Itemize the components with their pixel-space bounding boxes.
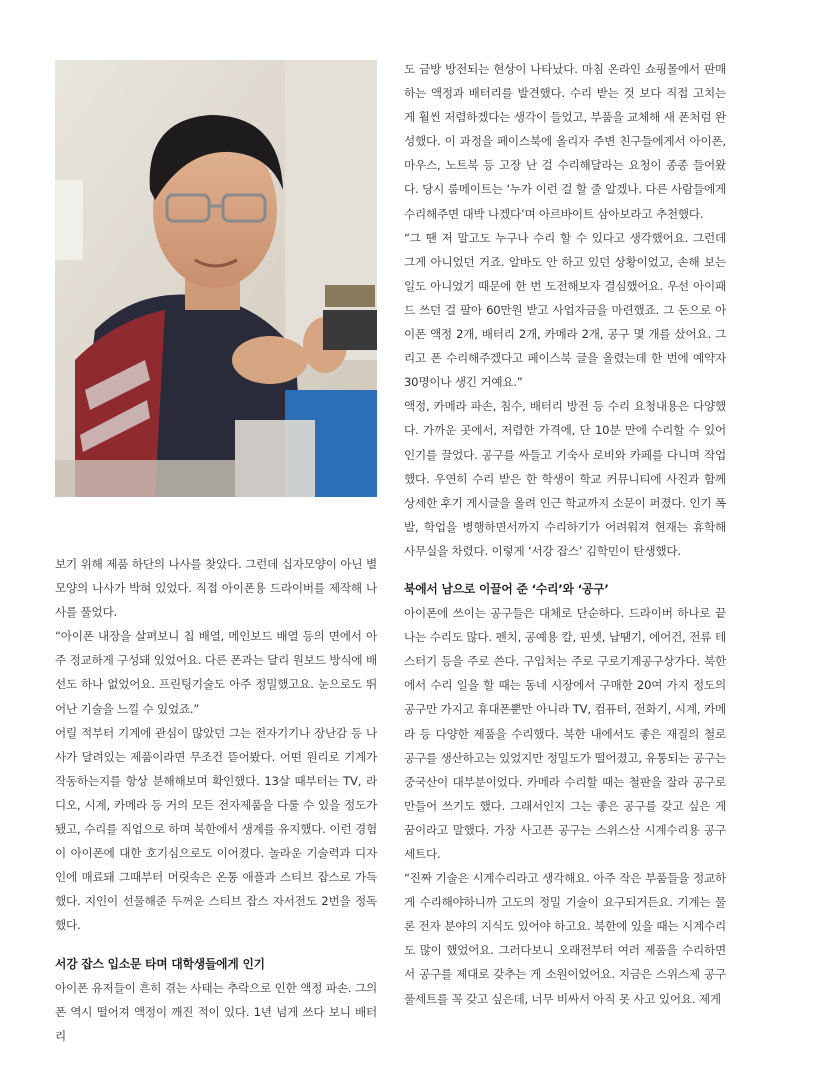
paragraph: 도 금방 방전되는 현상이 나타났다. 마침 온라인 쇼핑몰에서 판매하는 액정과 배터리를 발견했다. 수리 받는 것 보다 직접 고치는 게 훨씬 저렴하겠다는 생각이 들었고, 부품을 교체해 새 폰처럼 완성했다. 이 과정을 페이스북에 올리자 주변 친구들에게서 아이폰, 마우스, 노트북 등 고장 난 걸 수리해달라는 요청이 종종 들어왔다. 당시 룸메이트는 ‘누가 이런 걸 할 줄 알겠나. 다른 사람들에게 수리해주면 대박 나겠다’며 아르바이트 삼아보라고 추천했다. (404, 62, 726, 221)
paragraph: 보기 위해 제품 하단의 나사를 찾았다. 그런데 십자모양이 아닌 별모양의 나사가 박혀 있었다. 직접 아이폰용 드라이버를 제작해 나사를 풀었다. (55, 557, 377, 620)
paragraph: 액정, 카메라 파손, 침수, 배터리 방전 등 수리 요청내용은 다양했다. 가까운 곳에서, 저렴한 가격에, 단 10분 만에 수리할 수 있어 인기를 끌었다. 공구를 싸들고 기숙사 로비와 카페를 다니며 작업했다. 우연히 수리 받은 한 학생이 학교 커뮤니티에 사진과 함께 상세한 후기 게시글을 올려 인근 학교까지 소문이 퍼졌다. 인기 폭발, 학업을 병행하면서까지 수리하기가 어려워져 현재는 휴학해 사무실을 차렸다. 이렇게 ‘서강 잡스’ 김학민이 탄생했다. (404, 399, 726, 558)
quote-paragraph: “그 땐 저 말고도 누구나 수리 할 수 있다고 생각했어요. 그런데 그게 아니었던 거죠. 알바도 안 하고 있던 상황이었고, 손해 보는 일도 아니었기 때문에 한 번 도전해보자 결심했어요. 우선 아이패드 쓰던 걸 팔아 60만원 받고 사업자금을 마련했죠. 그 돈으로 아이폰 액정 2개, 배터리 2개, 카메라 2개, 공구 몇 개를 샀어요. 그리고 폰 수리해주겠다고 페이스북 글을 올렸는데 한 번에 예약자 30명이나 생긴 거예요.” (404, 230, 726, 390)
paragraph: 아이폰에 쓰이는 공구들은 대체로 단순하다. 드라이버 하나로 끝나는 수리도 많다. 펜치, 공예용 칼, 핀셋, 납땜기, 에어건, 전류 테스터기 등을 주로 쓴다. 구입처는 주로 구로기계공구상가다. 북한에서 수리 일을 할 때는 동네 시장에서 구매한 20여 가지 정도의 공구만 가지고 휴대폰뿐만 아니라 TV, 컴퓨터, 전화기, 시계, 카메라 등 다양한 제품을 수리했다. 북한 내에서도 좋은 재질의 철로 공구를 생산하고는 있었지만 정밀도가 떨어졌고, 유통되는 공구는 중국산이 대부분이었다. 카메라 수리할 때는 철판을 잘라 공구로 만들어 쓰기도 했다. 그래서인지 그는 좋은 공구를 갖고 싶은 게 꿈이라고 말했다. 가장 사고픈 공구는 스위스산 시계수리용 공구세트다. (404, 606, 726, 861)
section-heading: 북에서 남으로 이끌어 준 ‘수리’와 ‘공구’ (404, 581, 609, 596)
quote-paragraph: “아이폰 내장을 살펴보니 칩 배열, 메인보드 배열 등의 면에서 아주 정교하게 구성돼 있었어요. 다른 폰과는 달리 원보드 방식에 배선도 하나 없었어요. 프린팅기술도 아주 정밀했고요. 눈으로도 뛰어난 기술을 느낄 수 있었죠.” (55, 629, 377, 716)
left-column-text (55, 552, 377, 1048)
quote-paragraph: “진짜 기술은 시계수리라고 생각해요. 아주 작은 부품들을 정교하게 수리해야하니까 고도의 정밀 기술이 요구되거든요. 기계는 물론 전자 분야의 지식도 있어야 하고요. 북한에 있을 때는 시계수리도 많이 했었어요. 그러다보니 오래전부터 여러 제품을 수리하면서 공구를 제대로 갖추는 게 소원이었어요. 지금은 스위스제 공구 풀세트를 꼭 갖고 싶은데, 너무 비싸서 아직 못 사고 있어요. 제게 (404, 871, 726, 1006)
paragraph: 어릴 적부터 기계에 관심이 많았던 그는 전자기기나 장난감 등 나사가 달려있는 제품이라면 무조건 뜯어봤다. 어떤 원리로 기계가 작동하는지를 항상 분해해보며 확인했다. 13살 때부터는 TV, 라디오, 시계, 카메라 등 거의 모든 전자제품을 다룰 수 있을 정도가 됐고, 수리를 직업으로 하며 북한에서 생계를 유지했다. 이런 경험이 아이폰에 대한 호기심으로도 이어졌다. 놀라운 기술력과 디자인에 매료돼 그때부터 머릿속은 온통 애플과 스티브 잡스로 가득했다. 지인이 선물해준 두꺼운 스티브 잡스 자서전도 2번을 정독했다. (55, 725, 377, 933)
portrait-photo (55, 60, 377, 497)
paragraph: 아이폰 유저들이 흔히 겪는 사태는 추락으로 인한 액정 파손. 그의 폰 역시 떨어져 액정이 깨진 적이 있다. 1년 넘게 쓰다 보니 배터리 (55, 980, 377, 1043)
section-heading: 서강 잡스 입소문 타며 대학생들에게 인기 (55, 956, 265, 971)
right-column-text (404, 57, 726, 1011)
